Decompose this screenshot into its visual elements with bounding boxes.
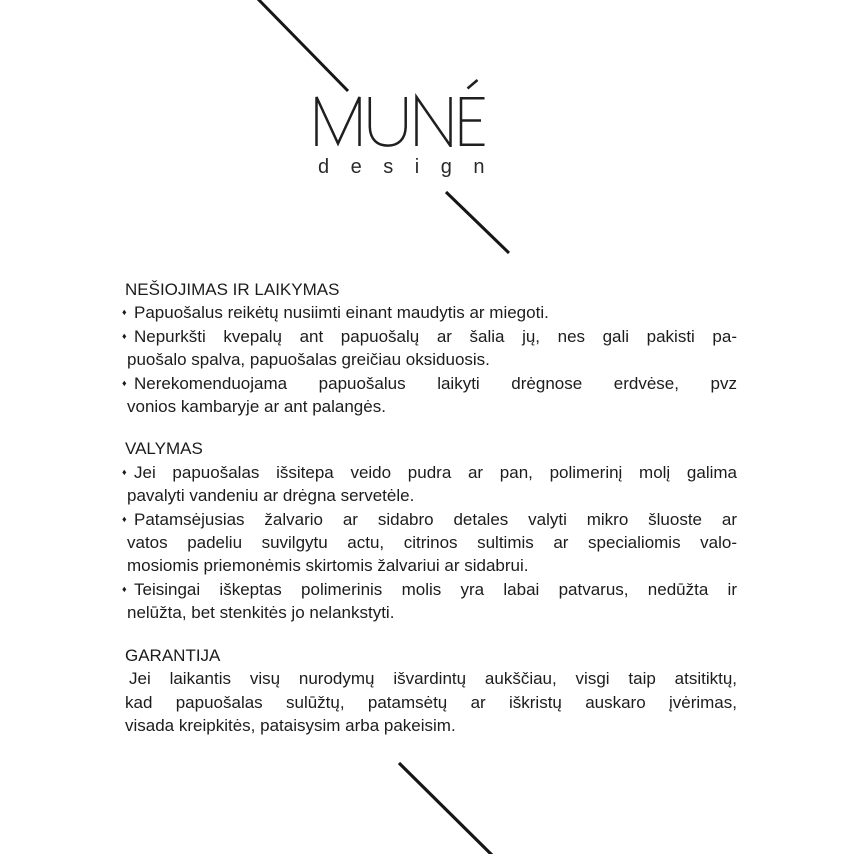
bullet-item (122, 301, 737, 324)
section-heading: GARANTIJA (125, 645, 221, 665)
text-line (122, 301, 737, 324)
text-line (122, 578, 737, 601)
text-line: visada kreipkitės, pataisysim arba pakeisim. (125, 715, 456, 735)
text-line-content: Patamsėjusias žalvario ar sidabro detales valyti mikro šluoste ar (134, 509, 737, 529)
section-cleaning (122, 437, 737, 624)
bullet-icon: ♦ (122, 466, 127, 477)
top-diagonal-line (257, 0, 348, 91)
text-line (122, 325, 737, 348)
bullet-item (122, 578, 737, 625)
text-line (122, 461, 737, 484)
bullet-item (122, 461, 737, 508)
text-line: nelūžta, bet stenkitės jo nelankstyti. (127, 603, 395, 623)
text-line-content: Teisingai iškeptas polimerinis molis yra labai patvarus, nedūžta ir (134, 579, 737, 599)
section-heading: VALYMAS (125, 439, 203, 459)
text-line-content: Papuošalus reikėtų nusiimti einant maudytis ar miegoti. (134, 303, 549, 323)
bullet-icon: ♦ (122, 307, 127, 318)
bullet-icon: ♦ (122, 330, 127, 341)
mune-wordmark-icon (315, 79, 485, 147)
text-line-content: Nerekomenduojama papuošalus laikyti drėgnose erdvėse, pvz (134, 373, 737, 393)
logo-diagonal-line (446, 192, 509, 253)
care-instructions (122, 278, 737, 737)
bullet-icon: ♦ (122, 513, 127, 524)
bullet-item (122, 508, 737, 578)
text-line: puošalo spalva, papuošalas greičiau oksiduosis. (127, 350, 490, 370)
text-line (122, 372, 737, 395)
bullet-item (122, 372, 737, 419)
text-line (122, 508, 737, 531)
brand-logo (315, 79, 485, 152)
text-line: mosiomis priemonėmis skirtomis žalvariui ar sidabrui. (127, 556, 529, 576)
text-line: kad papuošalas sulūžtų, patamsėtų ar iškristų auskaro įvėrimas, (125, 692, 737, 712)
bullet-icon: ♦ (122, 583, 127, 594)
text-line: pavalyti vandeniu ar drėgna servetėle. (127, 486, 415, 506)
section-warranty (125, 644, 737, 738)
section-wearing-storage (122, 278, 737, 418)
section-heading: NEŠIOJIMAS IR LAIKYMAS (125, 280, 340, 299)
text-line: Jei laikantis visų nurodymų išvardintų aukščiau, visgi taip atsitiktų, (129, 669, 737, 689)
text-line: vonios kambaryje ar ant palangės. (127, 397, 386, 417)
bottom-diagonal-line (399, 763, 499, 854)
brand-tagline: design (318, 156, 506, 178)
text-line-content: Jei papuošalas išsitepa veido pudra ar pan, polimerinį molį galima (134, 462, 737, 482)
bullet-icon: ♦ (122, 377, 127, 388)
bullet-item (122, 325, 737, 372)
text-line: vatos padeliu suvilgytu actu, citrinos sultimis ar specialiomis valo- (127, 533, 737, 553)
text-line-content: Nepurkšti kvepalų ant papuošalų ar šalia jų, nes gali pakisti pa- (134, 326, 737, 346)
